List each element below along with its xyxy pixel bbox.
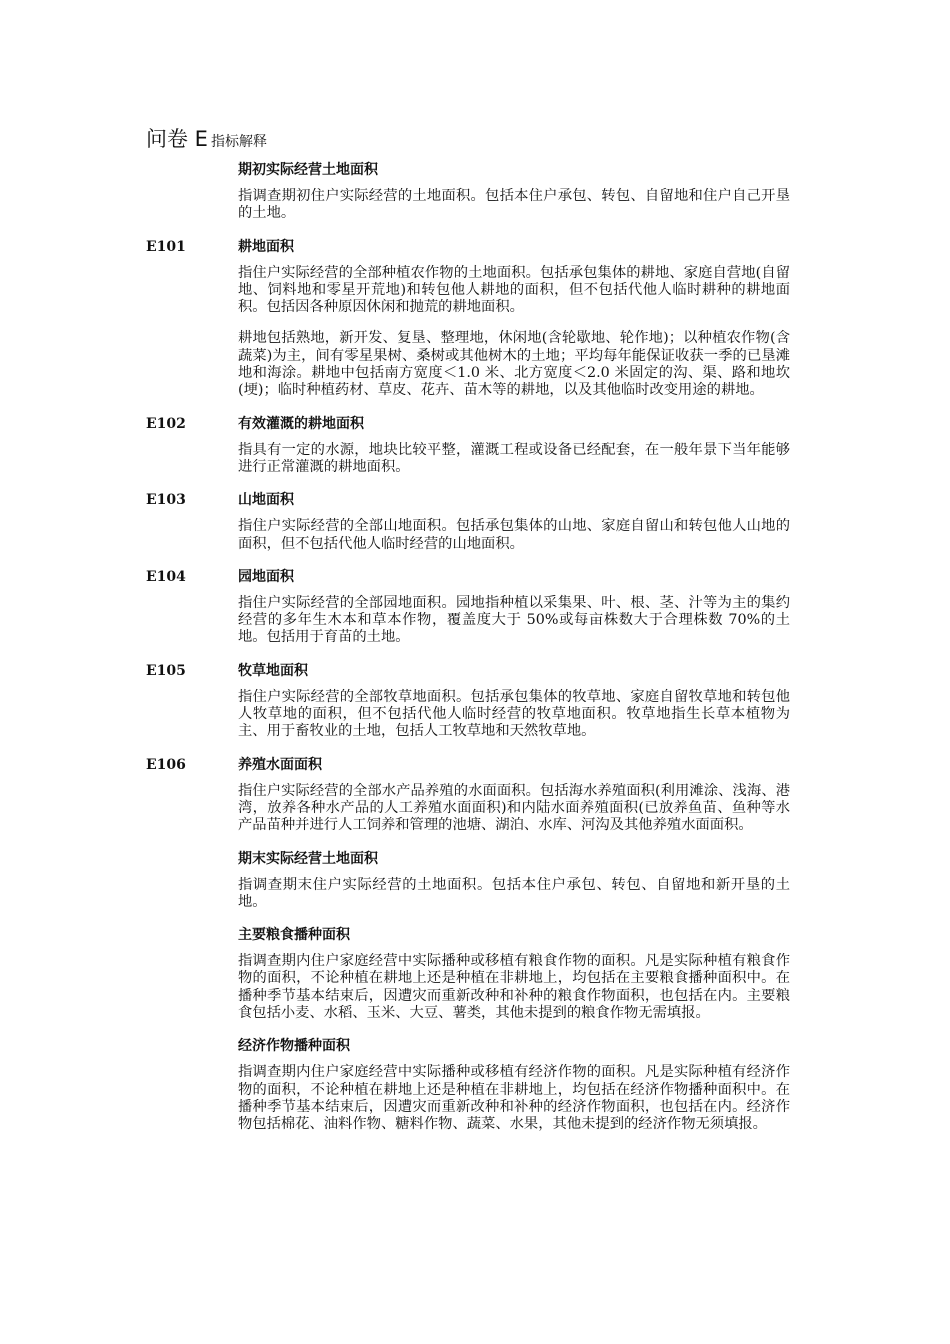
indicator-entry (146, 567, 806, 647)
indicator-entry (146, 925, 806, 1022)
indicator-heading: 园地面积 (238, 568, 294, 585)
indicator-heading: 期初实际经营土地面积 (238, 162, 378, 178)
indicator-list (146, 160, 806, 1134)
indicator-code: E106 (146, 756, 186, 773)
indicator-heading: 主要粮食播种面积 (238, 927, 350, 944)
indicator-entry (146, 237, 806, 400)
page-title-main: 问卷 E (146, 127, 208, 151)
indicator-entry (146, 849, 806, 912)
indicator-entry (146, 160, 806, 223)
indicator-description: 指住户实际经营的全部牧草地面积。包括承包集体的牧草地、家庭自留牧草地和转包他人牧草地的面积，但不包括代他人临时经营的牧草地面积。牧草地指生长草本植物为主、用于畜牧业的土地，包括人工牧草地和天然牧草地。 (238, 688, 790, 740)
indicator-entry (146, 661, 806, 741)
indicator-code: E101 (146, 238, 186, 255)
indicator-heading: 耕地面积 (238, 238, 294, 255)
indicator-code: E104 (146, 568, 186, 585)
indicator-description: 指住户实际经营的全部山地面积。包括承包集体的山地、家庭自留山和转包他人山地的面积，但不包括代他人临时经营的山地面积。 (238, 518, 790, 552)
indicator-heading: 有效灌溉的耕地面积 (238, 415, 364, 432)
indicator-description: 指调查期初住户实际经营的土地面积。包括本住户承包、转包、自留地和住户自己开垦的土地。 (238, 188, 790, 222)
indicator-description: 指具有一定的水源，地块比较平整，灌溉工程或设备已经配套，在一般年景下当年能够进行正常灌溉的耕地面积。 (238, 441, 790, 475)
indicator-entry (146, 1036, 806, 1133)
indicator-code: E102 (146, 415, 186, 432)
indicator-heading: 山地面积 (238, 492, 294, 509)
indicator-description: 指调查期末住户实际经营的土地面积。包括本住户承包、转包、自留地和新开垦的土地。 (238, 876, 790, 910)
indicator-heading: 牧草地面积 (238, 662, 308, 679)
indicator-entry (146, 755, 806, 835)
indicator-description: 指调查期内住户家庭经营中实际播种或移植有经济作物的面积。凡是实际种植有经济作物的面积，不论种植在耕地上还是种植在非耕地上，均包括在经济作物播种面积中。在播种季节基本结束后，因遭灾而重新改种和补种的经济作物面积，也包括在内。经济作物包括棉花、油料作物、糖料作物、蔬菜、水果，其他未提到的经济作物无须填报。 (238, 1064, 790, 1133)
indicator-entry (146, 414, 806, 477)
indicator-description: 指住户实际经营的全部种植农作物的土地面积。包括承包集体的耕地、家庭自营地(自留地、饲料地和零星开荒地)和转包他人耕地的面积，但不包括代他人临时耕种的耕地面积。包括因各种原因休闲和抛荒的耕地面积。 (238, 264, 790, 316)
indicator-description: 指住户实际经营的全部水产品养殖的水面面积。包括海水养殖面积(利用滩涂、浅海、港湾，放养各种水产品的人工养殖水面面积)和内陆水面养殖面积(已放养鱼苗、鱼种等水产品苗种并进行人工饲养和管理的池塘、湖泊、水库、河沟及其他养殖水面面积。 (238, 782, 790, 834)
indicator-entry (146, 490, 806, 553)
indicator-heading: 经济作物播种面积 (238, 1038, 350, 1055)
indicator-description: 指调查期内住户家庭经营中实际播种或移植有粮食作物的面积。凡是实际种植有粮食作物的面积，不论种植在耕地上还是种植在非耕地上，均包括在主要粮食播种面积中。在播种季节基本结束后，因遭灾而重新改种和补种的粮食作物面积，也包括在内。主要粮食包括小麦、水稻、玉米、大豆、薯类，其他未提到的粮食作物无需填报。 (238, 953, 790, 1022)
indicator-heading: 养殖水面面积 (238, 756, 322, 773)
indicator-code: E103 (146, 492, 186, 509)
indicator-heading: 期末实际经营土地面积 (238, 850, 378, 867)
indicator-description: 指住户实际经营的全部园地面积。园地指种植以采集果、叶、根、茎、汁等为主的集约经营的多年生木本和草本作物，覆盖度大于 50%或每亩株数大于合理株数 70%的土地。包括用于育苗的土地。 (238, 594, 790, 646)
indicator-description: 耕地包括熟地，新开发、复垦、整理地，休闲地(含轮歇地、轮作地)；以种植农作物(含蔬菜)为主，间有零星果树、桑树或其他树木的土地；平均每年能保证收获一季的已垦滩地和海涂。耕地中包括南方宽度＜1.0 米、北方宽度＜2.0 米固定的沟、渠、路和地坎(埂)；临时种植药材、草皮、花卉、苗木等的耕地，以及其他临时改变用途的耕地。 (238, 330, 790, 399)
indicator-code: E105 (146, 662, 186, 679)
page-title-sub: 指标解释 (210, 134, 267, 150)
page-title (146, 123, 267, 153)
